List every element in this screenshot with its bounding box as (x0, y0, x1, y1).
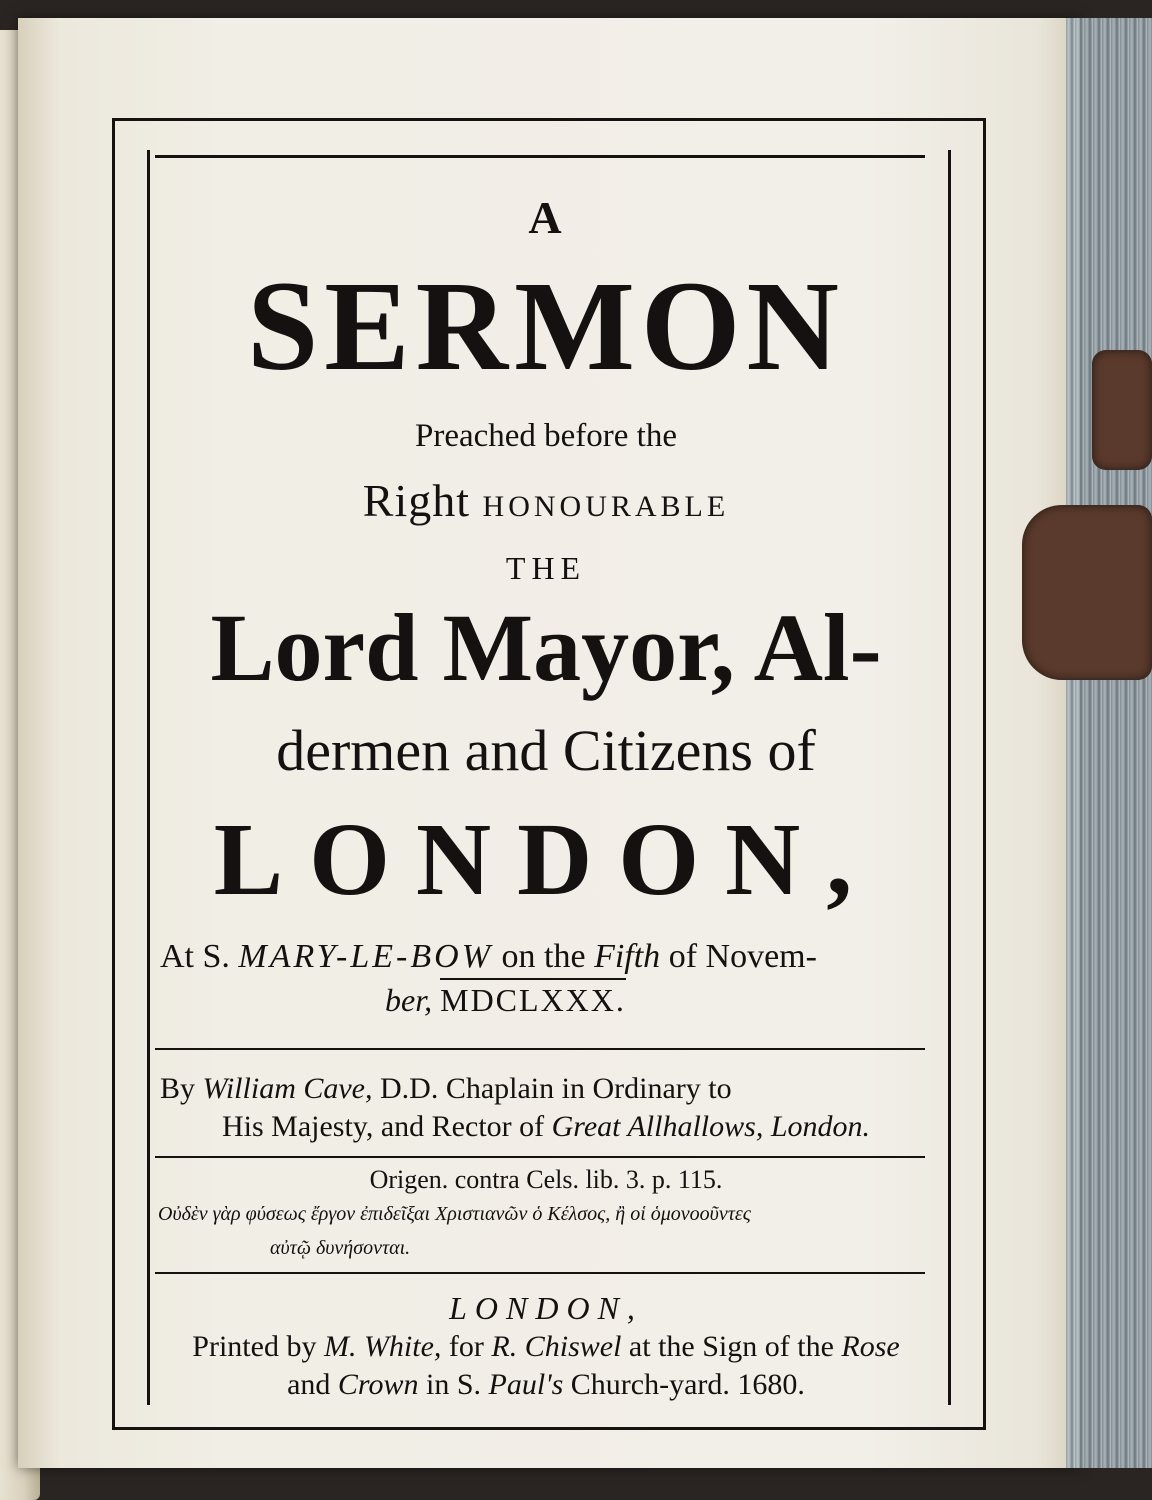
imprint-pauls: Paul's (488, 1368, 564, 1401)
title-the: THE (505, 550, 587, 586)
occasion-church: MARY-LE-BOW (238, 938, 494, 975)
right-word: Right (362, 475, 471, 526)
epigraph-source: Origen. contra Cels. lib. 3. p. 115. (369, 1165, 723, 1194)
imprint-crown: Crown (337, 1368, 419, 1401)
author-by: By (160, 1072, 196, 1105)
imprint-and: and (287, 1368, 331, 1401)
epigraph-greek-line-1: Οὐδὲν γὰρ φύσεως ἔργον ἐπιδεῖξαι Χριστιανῶν ὁ Κέλσος, ἢ οἱ ὁμονοοῦντες (158, 1203, 751, 1225)
imprint-at-sign: at the Sign of the (628, 1330, 834, 1363)
author-line-2 (150, 1112, 942, 1142)
clasp-upper (1092, 350, 1152, 470)
imprint-churchyard: Church-yard. 1680. (570, 1368, 805, 1401)
title-london: LONDON, (213, 802, 879, 917)
imprint-printed-by: Printed by (192, 1330, 317, 1363)
honourable-word: HONOURABLE (482, 490, 730, 523)
title-preached-before: Preached before the (414, 418, 678, 454)
title-lord-mayor: Lord Mayor, Al- (210, 594, 882, 701)
divider-rule-imprint (155, 1272, 925, 1274)
imprint-city: LONDON, (449, 1290, 643, 1326)
occasion-ber: ber, (385, 982, 433, 1018)
author-rector: His Majesty, and Rector of (221, 1110, 545, 1143)
book-page-edges (1066, 18, 1152, 1468)
occasion-at: At S. (160, 938, 230, 975)
occasion-on-the: on the (501, 938, 586, 975)
epigraph-greek-line-2: αὐτῷ δυνήσονται. (270, 1237, 411, 1259)
imprint-for: for (448, 1330, 484, 1363)
title-sermon: SERMON (247, 255, 845, 397)
imprint-line-1 (150, 1332, 942, 1362)
occasion-year-line (385, 984, 685, 1016)
divider-rule-epigraph (155, 1156, 925, 1158)
divider-rule-author (155, 1048, 925, 1050)
author-name: William Cave, (202, 1072, 373, 1105)
author-parish: Great Allhallows, London. (551, 1110, 871, 1143)
occasion-of-november: of Novem- (668, 938, 817, 975)
occasion-year: MDCLXXX. (440, 978, 626, 1018)
top-rule (155, 155, 925, 158)
imprint-line-2 (150, 1370, 942, 1400)
author-line (160, 1074, 930, 1104)
imprint-in-s: in S. (426, 1368, 482, 1401)
imprint-printer: M. White, (323, 1330, 442, 1363)
title-line-a: A (528, 192, 564, 243)
author-title: D.D. Chaplain in Ordinary to (380, 1072, 732, 1105)
imprint-rose: Rose (841, 1330, 900, 1363)
title-right-honourable (150, 475, 942, 526)
occasion-line (160, 940, 930, 974)
clasp-lower (1022, 505, 1152, 680)
imprint-bookseller: R. Chiswel (491, 1330, 622, 1363)
title-aldermen-citizens: dermen and Citizens of (276, 718, 816, 783)
occasion-fifth: Fifth (594, 938, 661, 975)
